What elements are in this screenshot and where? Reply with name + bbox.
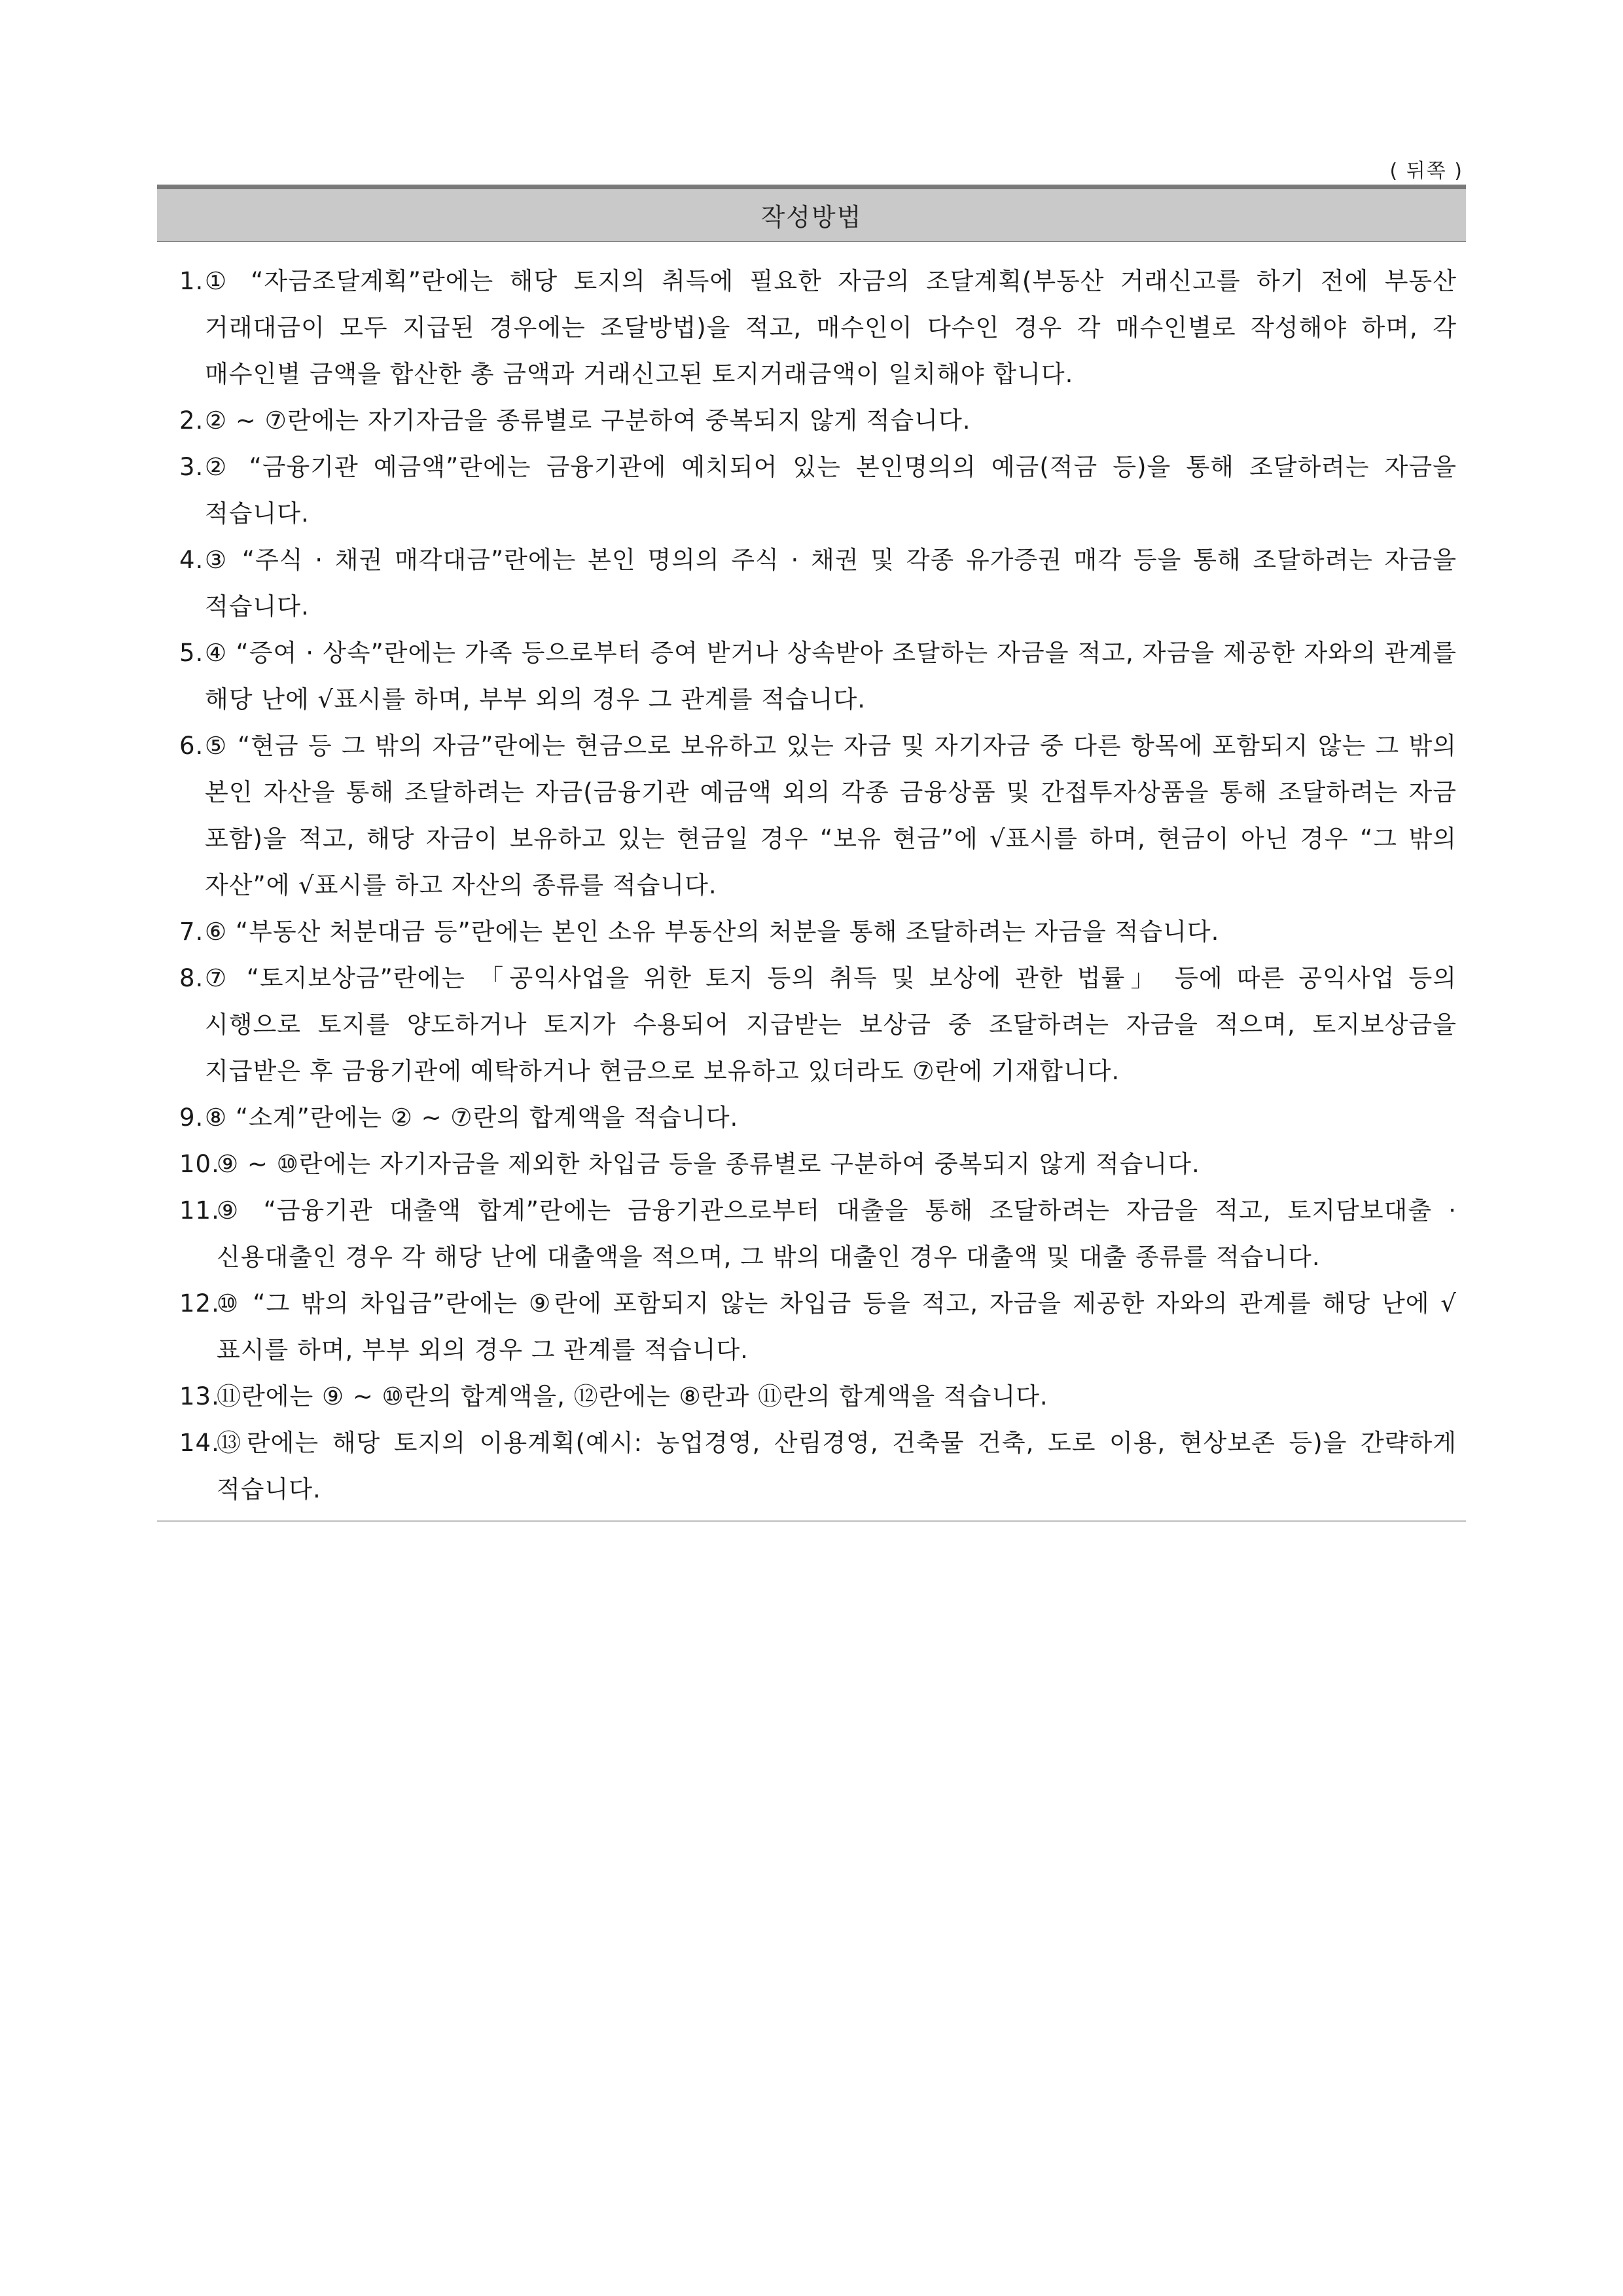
instruction-item xyxy=(179,258,1457,397)
instruction-number: 11. xyxy=(179,1196,220,1225)
section-title: 작성방법 xyxy=(760,203,863,232)
instruction-number: 1. xyxy=(179,267,204,295)
instruction-text: ② ~ ⑦란에는 자기자금을 종류별로 구분하여 중복되지 않게 적습니다. xyxy=(205,406,971,435)
instruction-number: 12. xyxy=(179,1289,220,1318)
instruction-item xyxy=(179,1420,1457,1513)
instruction-number: 2. xyxy=(179,406,204,435)
instruction-number: 4. xyxy=(179,546,204,574)
instruction-item xyxy=(179,444,1457,537)
instruction-item xyxy=(179,723,1457,908)
instruction-text: ② “금융기관 예금액”란에는 금융기관에 예치되어 있는 본인명의의 예금(적금 등)을 통해 조달하려는 자금을 적습니다. xyxy=(205,453,1457,528)
instruction-text: ⑨ ~ ⑩란에는 자기자금을 제외한 차입금 등을 종류별로 구분하여 중복되지 않게 적습니다. xyxy=(217,1150,1200,1178)
instruction-text: ⑩ “그 밖의 차입금”란에는 ⑨란에 포함되지 않는 차입금 등을 적고, 자금을 제공한 자와의 관계를 해당 난에 √표시를 하며, 부부 외의 경우 그 관계를 적습니다. xyxy=(217,1289,1457,1364)
instruction-number: 14. xyxy=(179,1429,220,1457)
instruction-number: 5. xyxy=(179,639,204,667)
instruction-number: 10. xyxy=(179,1150,220,1178)
instruction-number: 8. xyxy=(179,964,204,992)
instruction-item xyxy=(179,1373,1457,1420)
instruction-text: ⑤ “현금 등 그 밖의 자금”란에는 현금으로 보유하고 있는 자금 및 자기자금 중 다른 항목에 포함되지 않는 그 밖의 본인 자산을 통해 조달하려는 자금(금융기관 예금액 외의 각종 금융상품 및 간접투자상품을 통해 조달하려는 자금 포함)을 적고, 해당 자금이 보유하고 있는 현금일 경우 “보유 현금”에 √표시를 하며, 현금이 아닌 경우 “그 밖의 자산”에 √표시를 하고 자산의 종류를 적습니다. xyxy=(205,732,1457,899)
instruction-number: 6. xyxy=(179,732,204,760)
instruction-item xyxy=(179,955,1457,1094)
instruction-text: ⑧ “소계”란에는 ② ~ ⑦란의 합계액을 적습니다. xyxy=(205,1103,739,1132)
top-divider xyxy=(157,185,1466,189)
instructions-section xyxy=(157,185,1466,1522)
instruction-item xyxy=(179,397,1457,444)
instruction-text: ⑥ “부동산 처분대금 등”란에는 본인 소유 부동산의 처분을 통해 조달하려는 자금을 적습니다. xyxy=(205,918,1220,946)
bottom-divider xyxy=(157,1520,1466,1522)
instruction-number: 9. xyxy=(179,1103,204,1132)
instruction-number: 7. xyxy=(179,918,204,946)
page-side-label: ( 뒤쪽 ) xyxy=(1389,160,1463,183)
instruction-item xyxy=(179,1094,1457,1141)
instruction-number: 13. xyxy=(179,1382,220,1410)
instruction-text: ④ “증여 · 상속”란에는 가족 등으로부터 증여 받거나 상속받아 조달하는 자금을 적고, 자금을 제공한 자와의 관계를 해당 난에 √표시를 하며, 부부 외의 경우 그 관계를 적습니다. xyxy=(205,639,1457,713)
instruction-item xyxy=(179,1141,1457,1187)
instruction-item xyxy=(179,630,1457,723)
instruction-text: ⑬란에는 해당 토지의 이용계획(예시: 농업경영, 산림경영, 건축물 건축, 도로 이용, 현상보존 등)을 간략하게 적습니다. xyxy=(217,1429,1457,1503)
section-header xyxy=(157,189,1466,241)
instruction-text: ⑨ “금융기관 대출액 합계”란에는 금융기관으로부터 대출을 통해 조달하려는 자금을 적고, 토지담보대출 · 신용대출인 경우 각 해당 난에 대출액을 적으며, 그 밖의 대출인 경우 대출액 및 대출 종류를 적습니다. xyxy=(217,1196,1457,1271)
instruction-item xyxy=(179,908,1457,955)
instruction-number: 3. xyxy=(179,453,204,481)
instruction-item xyxy=(179,537,1457,630)
instruction-text: ① “자금조달계획”란에는 해당 토지의 취득에 필요한 자금의 조달계획(부동산 거래신고를 하기 전에 부동산 거래대금이 모두 지급된 경우에는 조달방법)을 적고, 매수인이 다수인 경우 각 매수인별로 작성해야 하며, 각 매수인별 금액을 합산한 총 금액과 거래신고된 토지거래금액이 일치해야 합니다. xyxy=(205,267,1457,388)
instruction-item xyxy=(179,1187,1457,1280)
instruction-item xyxy=(179,1280,1457,1373)
instruction-text: ⑦ “토지보상금”란에는 「공익사업을 위한 토지 등의 취득 및 보상에 관한 법률」 등에 따른 공익사업 등의 시행으로 토지를 양도하거나 토지가 수용되어 지급받는 보상금 중 조달하려는 자금을 적으며, 토지보상금을 지급받은 후 금융기관에 예탁하거나 현금으로 보유하고 있더라도 ⑦란에 기재합니다. xyxy=(205,964,1457,1085)
instruction-text: ③ “주식 · 채권 매각대금”란에는 본인 명의의 주식 · 채권 및 각종 유가증권 매각 등을 통해 조달하려는 자금을 적습니다. xyxy=(205,546,1457,620)
instructions-list xyxy=(157,242,1466,1519)
instruction-text: ⑪란에는 ⑨ ~ ⑩란의 합계액을, ⑫란에는 ⑧란과 ⑪란의 합계액을 적습니다. xyxy=(217,1382,1048,1410)
